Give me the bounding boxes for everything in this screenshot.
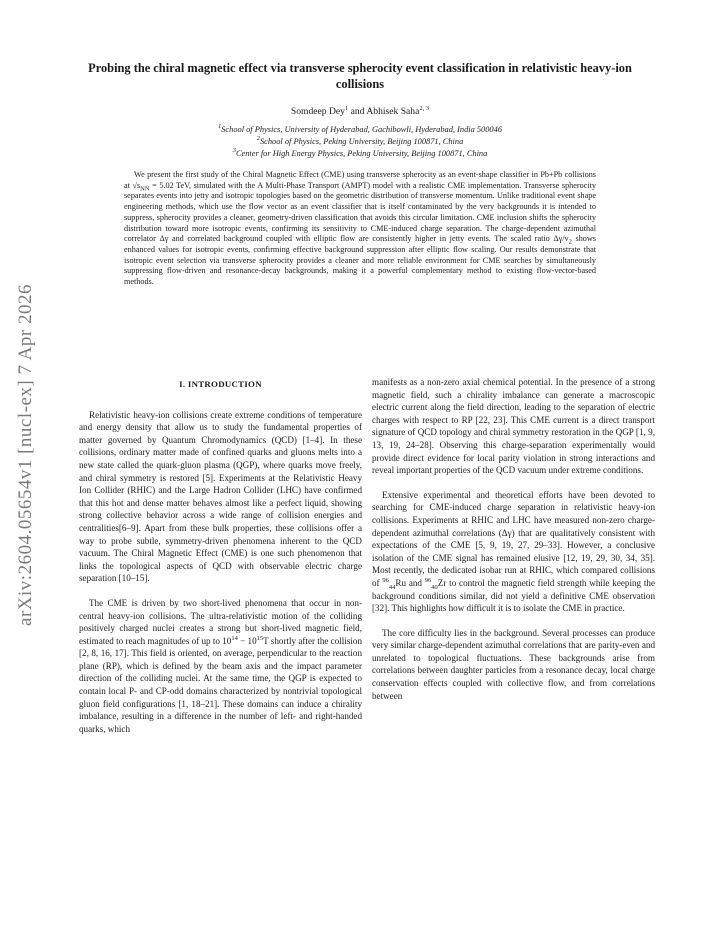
body-paragraph: manifests as a non-zero axial chemical potential. In the presence of a strong magnetic field, such a chirality imbalance can generate a macroscopic electric current along the field direction, leading to the separation of electric charges with respect to RP [22, 23]. This CME current is a direct transport signature of QCD topology and chiral symmetry restoration in the QGP [1, 9, 13, 19, 24–28]. Observing this charge-separation experimentally would provide direct evidence for local parity violation in strong interactions and reveal important properties of the QCD vacuum under extreme conditions. — [372, 377, 655, 476]
body-text: and — [406, 577, 425, 588]
affiliation-line — [110, 124, 610, 136]
section-heading: I. INTRODUCTION — [179, 379, 262, 389]
author-affiliation-mark: 1 — [344, 104, 349, 112]
body-paragraph — [372, 489, 655, 615]
affiliation-text: School of Physics, University of Hyderabad, Gachibowli, Hyderabad, India 500046 — [221, 125, 502, 134]
affiliation-line — [110, 136, 610, 148]
body-text: Extensive experimental and theoretical efforts have been devoted to searching for CME-induced charge separation in relativistic heavy-ion collisions. Experiments at RHIC and LHC have measured non-zero charge-dependent azimuthal correlations (Δγ) that are qualitatively consistent with expectations of the CME [5, 9, 19, 27, 29–33]. However, a conclusive isolation of the CME signal has remained elusive [12, 19, 29, 30, 34, 35]. Most recently, the dedicated isobar run at RHIC, which compared collisions of — [372, 489, 655, 588]
abstract-text: shows enhanced values for isotropic events, confirming effective background suppression after elliptic flow scaling. Our results demonstrate that isotropic event selection via transverse spherocity provides a cleaner and more reliable environment for CME searches by simultaneously suppressing flow-driven and resonance-decay backgrounds, making it a powerful complementary method to existing flow-vector-based methods. — [124, 234, 596, 287]
isotope-atomic-number: 44 — [388, 583, 396, 591]
element-symbol: Ru — [395, 577, 407, 588]
affiliation-text: Center for High Energy Physics, Peking University, Beijing 100871, China — [235, 149, 488, 158]
body-paragraph — [79, 597, 362, 736]
abstract-text: We present the first study of the Chiral Magnetic Effect (CME) using transverse spherocity as an event-shape classifier in Pb+Pb collisions at √s — [124, 170, 596, 190]
body-text: to control the magnetic field strength while keeping the background conditions similar, did not yield a definitive CME observation [32]. This highlights how difficult it is to isolate the CME in practice. — [372, 577, 655, 614]
left-column — [79, 378, 362, 735]
affiliation-list — [110, 124, 610, 160]
affiliation-mark: 3 — [232, 147, 236, 155]
isotope-mass-number: 96 — [382, 576, 389, 584]
body-text: − 10 — [237, 635, 257, 646]
abstract-paragraph — [124, 170, 596, 288]
affiliation-text: School of Physics, Peking University, Beijing 100871, China — [259, 137, 464, 146]
element-symbol: Zr — [437, 577, 447, 588]
author-affiliation-mark: 2, 3 — [419, 104, 430, 112]
author-conjunction: and — [348, 106, 367, 117]
exponent: 14 — [231, 634, 238, 642]
affiliation-line — [110, 148, 610, 160]
abstract-subscript: NN — [140, 185, 150, 193]
author-name: Abhisek Saha — [366, 106, 420, 117]
isotope-mass-number: 96 — [424, 576, 432, 584]
abstract-text: = 5.02 TeV, simulated with the A Multi-Phase Transport (AMPT) model with a realistic CME implementation. Transverse spherocity separates events into jetty and isotropic topologies based on the geometric distribution of transverse momentum. Unlike traditional event shape engineering methods, which use the flow vector as an event classifier that is itself contaminated by the very backgrounds it is intended to suppress, spherocity provides a cleaner, geometry-driven classification that avoids this circular limitation. CME inclusion shifts the spherocity distribution toward more isotropic events, confirming its sensitivity to CME-induced charge separation. The charge-dependent azimuthal correlator Δγ and correlated background coupled with elliptic flow are consistently higher in jetty events. The scaled ratio Δγ/v — [124, 180, 596, 244]
author-name: Somdeep Dey — [290, 106, 345, 117]
arxiv-identifier-stamp — [8, 245, 44, 665]
body-text: The CME is driven by two short-lived phenomena that occur in non-central heavy-ion collisions. The ultra-relativistic motion of the colliding positively charged nuclei creates a strong but short-lived magnetic field, estimated to reach magnitudes of up to 10 — [79, 597, 362, 646]
affiliation-mark: 1 — [217, 123, 222, 131]
exponent: 15 — [256, 634, 264, 642]
arxiv-identifier-text: arXiv:2604.05654v1 [nucl-ex] 7 Apr 2026 — [15, 284, 37, 626]
abstract-subscript: 2 — [568, 238, 572, 246]
right-column — [372, 376, 655, 702]
body-paragraph: The core difficulty lies in the background. Several processes can produce very similar charge-dependent azimuthal correlations that are parity-even and unrelated to topological fluctuations. These backgrounds arise from correlations between daughter particles from a resonance decay, local charge conservation effects coupled with collective flow, and from correlations between — [372, 627, 655, 701]
abstract — [124, 170, 596, 288]
body-paragraph: Relativistic heavy-ion collisions create extreme conditions of temperature and energy density that allow us to study the fundamental properties of matter governed by Quantum Chromodynamics (QCD) [1–4]. In these collisions, ordinary matter made of confined quarks and gluons melts into a new state called the quark-gluon plasma (QGP), where quarks move freely, and chiral symmetry is restored [5]. Experiments at the Relativistic Heavy Ion Collider (RHIC) and the Large Hadron Collider (LHC) have confirmed that this hot and dense matter behaves almost like a perfect liquid, showing strong collective behavior across a wide range of collision energies and centralities[6–9]. Apart from these bulk properties, these collisions offer a way to probe subtle, symmetry-driven phenomena inherent to the QCD vacuum. The Chiral Magnetic Effect (CME) is one such phenomenon that links the topological aspects of QCD with observable electric charge separation [10–15]. — [79, 409, 362, 584]
author-list — [120, 106, 600, 117]
affiliation-mark: 2 — [256, 135, 260, 143]
isotope-atomic-number: 40 — [431, 583, 438, 591]
paper-title: Probing the chiral magnetic effect via transverse spherocity event classification in relativistic heavy-ion collisions — [88, 61, 632, 91]
body-text: T shortly after the collision [2, 8, 16, 17]. This field is oriented, on average, perpendicular to the reaction plane (RP), which is defined by the beam axis and the impact parameter direction of the colliding nuclei. At the same time, the QGP is expected to contain local P- and CP-odd domains characterized by nontrivial topological gluon field configurations [1, 18–21]. These domains can induce a chirality imbalance, resulting in a difference in the number of left- and right-handed quarks, which — [79, 635, 363, 734]
